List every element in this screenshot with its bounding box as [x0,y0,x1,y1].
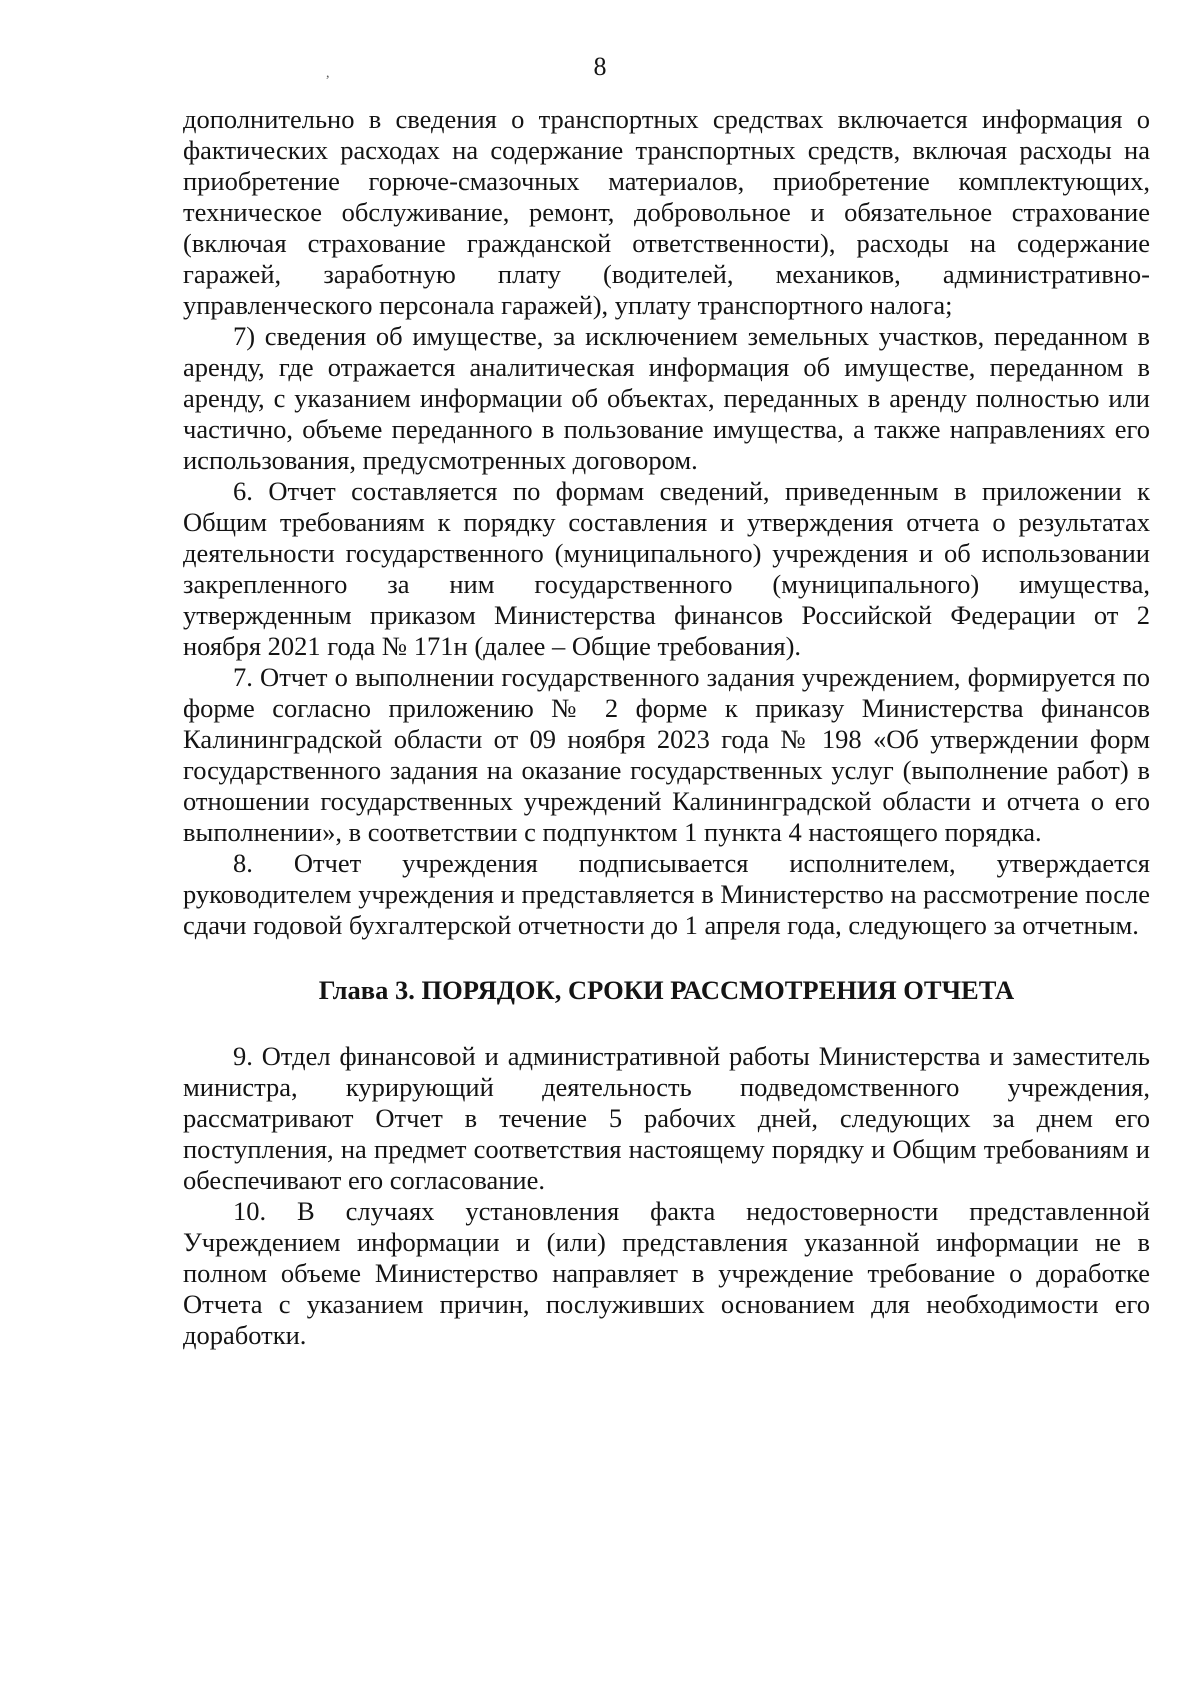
chapter-3-heading: Глава 3. ПОРЯДОК, СРОКИ РАССМОТРЕНИЯ ОТЧЕТА [318,975,1015,1005]
paragraph-clause-9: 9. Отдел финансовой и административной работы Министерства и заместитель министра, курирующий деятельность подведомственного учреждения, рассматривают Отчет в течение 5 рабочих дней, следующих за днем его поступления, на предмет соответствия настоящему порядку и Общим требованиям и обеспечивают его согласование. [183,1041,1150,1195]
paragraph-transport-expenses: дополнительно в сведения о транспортных средствах включается информация о фактических расходах на содержание транспортных средств, включая расходы на приобретение горюче-смазочных материалов, приобретение комплектующих, техническое обслуживание, ремонт, добровольное и обязательное страхование (включая страхование гражданской ответственности), расходы на содержание гаражей, заработную плату (водителей, механиков, административно-управленческого персонала гаражей), уплату транспортного налога; [183,104,1150,320]
document-body [183,104,1150,1351]
paragraph-item-7-leased-property: 7) сведения об имуществе, за исключением земельных участков, переданном в аренду, где отражается аналитическая информация об имуществе, переданном в аренду, с указанием информации об объектах, переданных в аренду полностью или частично, объеме переданного в пользование имущества, а также направлениях его использования, предусмотренных договором. [183,321,1150,475]
paragraph-clause-7: 7. Отчет о выполнении государственного задания учреждением, формируется по форме согласно приложению № 2 форме к приказу Министерства финансов Калининградской области от 09 ноября 2023 года № 198 «Об утверждении форм государственного задания на оказание государственных услуг (выполнение работ) в отношении государственных учреждений Калининградской области и отчета о его выполнении», в соответствии с подпунктом 1 пункта 4 настоящего порядка. [183,662,1150,847]
paragraph-clause-8: 8. Отчет учреждения подписывается исполнителем, утверждается руководителем учреждения и представляется в Министерство на рассмотрение после сдачи годовой бухгалтерской отчетности до 1 апреля года, следующего за отчетным. [183,848,1150,940]
paragraph-clause-10: 10. В случаях установления факта недостоверности представленной Учреждением информации и (или) представления указанной информации не в полном объеме Министерство направляет в учреждение требование о доработке Отчета с указанием причин, послуживших основанием для необходимости его доработки. [183,1196,1150,1350]
paragraph-clause-6: 6. Отчет составляется по формам сведений, приведенным в приложении к Общим требованиям к порядку составления и утверждения отчета о результатах деятельности государственного (муниципального) учреждения и об использовании закрепленного за ним государственного (муниципального) имущества, утвержденным приказом Министерства финансов Российской Федерации от 2 ноября 2021 года № 171н (далее – Общие требования). [183,476,1150,661]
page-number: 8 [593,52,607,81]
scan-artifact-mark: , [326,66,330,81]
